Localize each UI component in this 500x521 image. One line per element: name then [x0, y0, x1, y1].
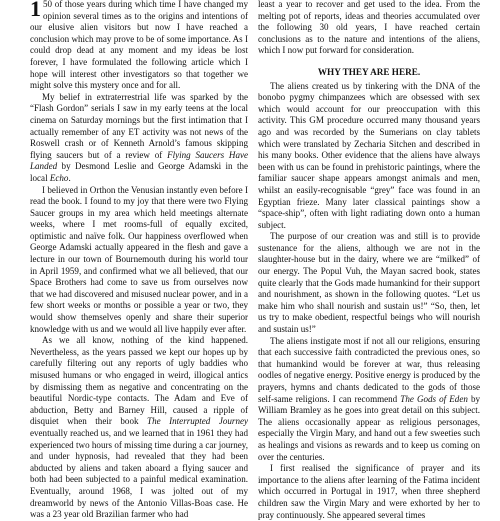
book-title: The Interrupted Journey — [147, 416, 248, 427]
paragraph: I first realised the significance of prayer and its importance to the aliens after learning of the Fatima incident which occurred in Portugal in 1917, when three shepherd children saw the Virgin Mary and were exhorted by her to pray continuously. She appeared several times — [258, 463, 480, 520]
paragraph: I believed in Orthon the Venusian instantly even before I read the book. I found to my joy that there were two Flying Saucer groups in my area which held meetings alternate weeks, where I met rooms-full of equally excited, optimistic and naïve folk. Our happiness overflowed when George Adamski actually appeared in the flesh and gave a lecture in our town of Bournemouth during his world tour in April 1959, and confirmed what we all believed, that our Space Brothers had come to save us from ourselves now that we had discovered and misused nuclear power, and in a few short weeks or months or possible a year or two, they would show themselves openly and share their superior knowledge with us and we would all live happily ever after. — [30, 184, 248, 334]
book-title: The Gods of Eden — [400, 393, 468, 404]
paragraph: least a year to recover and get used to the idea. From the melting pot of reports, ideas and theories accumulated over the following 30 old years, I have reached certain conclusions as to the nature and intentions of the aliens, which I now put forward for consideration. — [258, 0, 480, 56]
newspaper-title: Echo — [49, 172, 69, 183]
paragraph: The purpose of our creation was and still is to provide sustenance for the aliens, although we are not in the slaughter-house but in the dairy, where we are “milked” of our energy. The Popul Vuh, the Mayan sacred book, states quite clearly that the Gods made humankind for their support and nourishment, as shown in the following quotes. “Let us make him who shall nourish and sustain us!” “So, then, let us try to make obedient, respectful beings who will nourish and sustain us!” — [258, 231, 480, 335]
paragraph: 1 50 of those years during which time I have changed my opinion several times as to the origins and intentions of our elusive alien visitors but now I have reached a conclusion which may prove to be of some importance. As I could drop dead at any moment and my ideas be lost forever, I have formulated the following article which I hope will interest other investigators so that together we might solve this mystery once and for all. — [30, 0, 248, 91]
paragraph: The aliens instigate most if not all our religions, ensuring that each successive faith contradicted the previous ones, so that humankind would be forever at war, thus releasing oodles of negative energy. Positive energy is produced by the prayers, hymns and chants dedicated to the gods of those self-same religions. I can recommend The Gods of Eden by William Bramley as he goes into great detail on this subject. The aliens occasionally appear as religious personages, especially the Virgin Mary, and hand out a few sweeties such as healings and visions as rewards and to keep us coming on over the centuries. — [258, 335, 480, 462]
left-column — [30, 0, 248, 521]
paragraph: As we all know, nothing of the kind happened. Nevertheless, as the years passed we kept our hopes up by carefully filtering out any reports of ugly baddies who misused humans or who engaged in weird, illogical antics by dismissing them as negative and concentrating on the beautiful Nordic-type contacts. The Adam and Eve of abduction, Betty and Barney Hill, caused a ripple of disquiet when their book The Interrupted Journey eventually reached us, and we learned that in 1961 they had experienced two hours of missing time during a car journey, and under hypnosis, had revealed that they had been abducted by aliens and taken aboard a flying saucer and both had been subjected to a painful medical examination. Eventually, around 1968, I was jolted out of my dreamworld by news of the Antonio Villas-Boas case. He was a 23 year old Brazilian farmer who had — [30, 335, 248, 520]
right-column — [258, 0, 480, 521]
section-heading: WHY THEY ARE HERE. — [317, 66, 421, 77]
paragraph: My belief in extraterrestrial life was sparked by the “Flash Gordon” serials I saw in my early teens at the local cinema on Saturday mornings but the first intimation that I actually remember of any ET activity was not news of the Roswell crash or of Kenneth Arnold’s famous skipping flying saucers but of a review of Flying Saucers Have Landed by Desmond Leslie and George Adamski in the local Echo. — [30, 91, 248, 183]
drop-cap: 1 — [30, 0, 41, 21]
book-title: Flying Saucers Have Landed — [30, 149, 248, 172]
paragraph: The aliens created us by tinkering with the DNA of the bonobo pygmy chimpanzees which are obsessed with sex which would account for our preoccupation with this activity. This GM procedure occurred many thousand years ago and was recorded by the Sumerians on clay tablets which were translated by Zecharia Sitchen and described in his many books. Other evidence that the aliens have always been with us can be found in prehistoric paintings, where the familiar saucer shape appears amongst animals and men, whilst an easily-recognisable “grey” face was found in an Egyptian frieze. Many later classical paintings show a “space-ship”, often with light radiating down onto a human subject. — [258, 80, 480, 230]
